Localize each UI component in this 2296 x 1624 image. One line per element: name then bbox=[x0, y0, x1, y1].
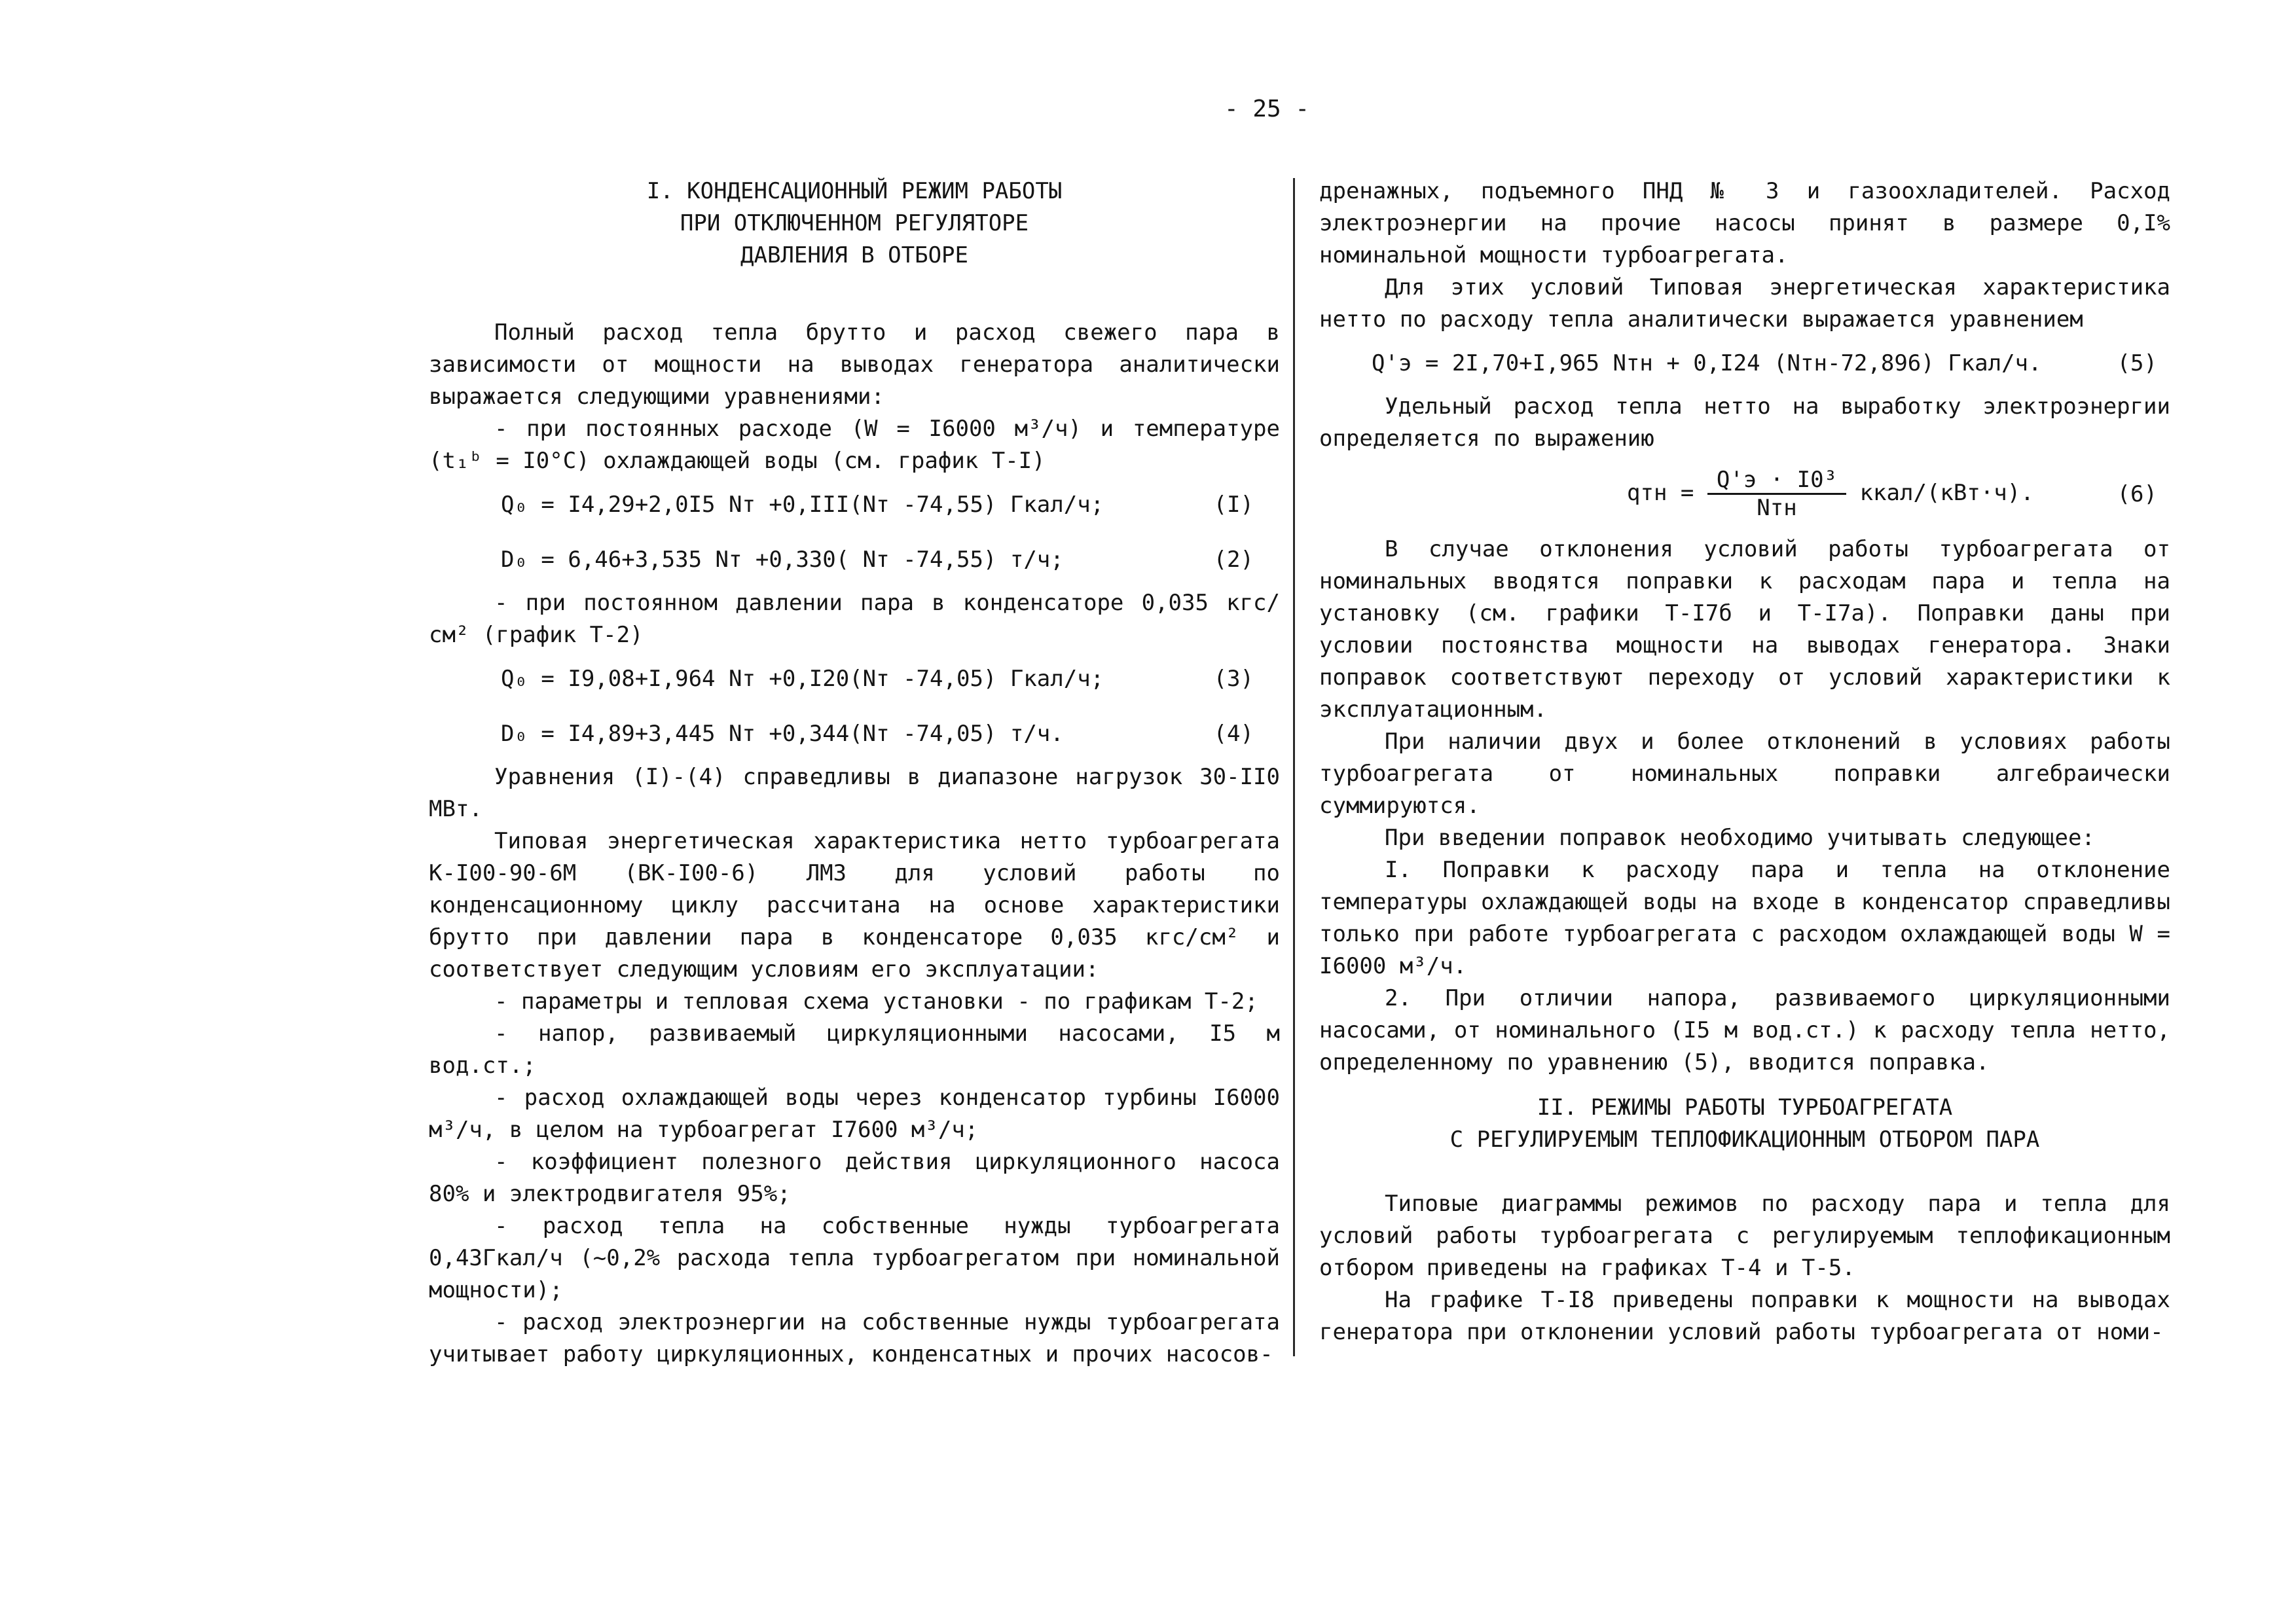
fraction bbox=[1707, 467, 1846, 521]
equation bbox=[1319, 455, 2170, 533]
equation-expression: D₀ = I4,89+3,445 Nт +0,344(Nт -74,05) т/ч. bbox=[501, 721, 1064, 747]
section-title-line: I. КОНДЕНСАЦИОННЫЙ РЕЖИМ РАБОТЫ bbox=[646, 178, 1063, 204]
paragraph: Полный расход тепла брутто и расход свежего пара в зависимости от мощности на выводах генератора аналитически выражается следующими уравнениями: bbox=[429, 319, 1280, 410]
section-title-line: С РЕГУЛИРУЕМЫМ ТЕПЛОФИКАЦИОННЫМ ОТБОРОМ ПАРА bbox=[1449, 1127, 2040, 1153]
fraction-denominator: Nтн bbox=[1757, 495, 1797, 521]
paragraph: - при постоянном давлении пара в конденсаторе 0,035 кгс/см² (график Т-2) bbox=[429, 590, 1280, 648]
equation bbox=[429, 532, 1280, 587]
list-item: 2. При отличии напора, развиваемого циркуляционными насосами, от номинального (I5 м вод.ст.) к расходу тепла нетто, определенному по уравнению (5), вводится поправка. bbox=[1319, 985, 2170, 1075]
list-item: - параметры и тепловая схема установки - по графикам Т-2; bbox=[494, 988, 1258, 1015]
list-item: - расход электроэнергии на собственные нужды турбоагрегата учитывает работу циркуляционных, конденсатных и прочих насосов- bbox=[429, 1309, 1280, 1367]
right-column bbox=[1319, 175, 2170, 1348]
paragraph: В случае отклонения условий работы турбоагрегата от номинальных вводятся поправки к расходам пара и тепла на установку (см. графики Т-I7б и Т-I7а). Поправки даны при условии постоянства мощности на выводах генератора. Знаки поправок соответствуют переходу от условий характеристики к эксплуатационным. bbox=[1319, 536, 2170, 723]
paragraph: Типовые диаграммы режимов по расходу пара и тепла для условий работы турбоагрегата с регулируемым теплофикационным отбором приведены на графиках Т-4 и Т-5. bbox=[1319, 1191, 2170, 1281]
paragraph: Удельный расход тепла нетто на выработку электроэнергии определяется по выражению bbox=[1319, 393, 2170, 452]
equation-lhs: qтн = bbox=[1627, 480, 1694, 506]
section-title-line: ПРИ ОТКЛЮЧЕННОМ РЕГУЛЯТОРЕ bbox=[680, 210, 1029, 236]
paragraph: При наличии двух и более отклонений в условиях работы турбоагрегата от номинальных поправки алгебраически суммируются. bbox=[1319, 729, 2170, 819]
list-item: - коэффициент полезного действия циркуляционного насоса 80% и электродвигателя 95%; bbox=[429, 1149, 1280, 1207]
paragraph: Уравнения (I)-(4) справедливы в диапазоне нагрузок 30-II0 МВт. bbox=[429, 764, 1280, 822]
equation-unit: ккал/(кВт·ч). bbox=[1859, 480, 2034, 506]
equation-expression: Q'э = 2I,70+I,965 Nтн + 0,I24 (Nтн-72,896) Гкал/ч. bbox=[1372, 350, 2042, 376]
equation bbox=[429, 477, 1280, 532]
list-item: - расход охлаждающей воды через конденсатор турбины I6000 м³/ч, в целом на турбоагрегат I7600 м³/ч; bbox=[429, 1085, 1280, 1143]
list-item: - напор, развиваемый циркуляционными насосами, I5 м вод.ст.; bbox=[429, 1020, 1280, 1079]
paragraph: При введении поправок необходимо учитывать следующее: bbox=[1385, 825, 2095, 851]
list-item: - расход тепла на собственные нужды турбоагрегата 0,43Гкал/ч (~0,2% расхода тепла турбоагрегатом при номинальной мощности); bbox=[429, 1213, 1280, 1303]
equation-number: (I) bbox=[1213, 492, 1254, 518]
page-number: - 25 - bbox=[1224, 96, 1310, 122]
equation-expression: Q₀ = I9,08+I,964 Nт +0,I20(Nт -74,05) Гкал/ч; bbox=[501, 666, 1104, 692]
left-column bbox=[429, 175, 1280, 1371]
paragraph: дренажных, подъемного ПНД № 3 и газоохладителей. Расход электроэнергии на прочие насосы принят в размере 0,I% номинальной мощности турбоагрегата. bbox=[1319, 178, 2170, 268]
fraction-numerator: Q'э · I0³ bbox=[1707, 467, 1846, 495]
equation bbox=[1319, 336, 2170, 391]
column-divider bbox=[1293, 178, 1295, 1356]
paragraph: Типовая энергетическая характеристика нетто турбоагрегата К-I00-90-6М (ВК-I00-6) ЛМЗ для условий работы по конденсационному циклу рассчитана на основе характеристики брутто при давлении пара в конденсаторе 0,035 кгс/см² и соответствует следующим условиям его эксплуатации: bbox=[429, 828, 1280, 983]
equation bbox=[429, 651, 1280, 706]
equation-number: (3) bbox=[1213, 666, 1254, 692]
section-title-line: II. РЕЖИМЫ РАБОТЫ ТУРБОАГРЕГАТА bbox=[1537, 1094, 1953, 1121]
equation-number: (5) bbox=[2117, 350, 2157, 376]
section-title-line: ДАВЛЕНИЯ В ОТБОРЕ bbox=[740, 242, 968, 268]
equation-number: (6) bbox=[2117, 481, 2157, 507]
equation-number: (4) bbox=[1213, 721, 1254, 747]
paragraph: - при постоянных расходе (W = I6000 м³/ч) и температуре (t₁ᵇ = I0°С) охлаждающей воды (см. график Т-I) bbox=[429, 416, 1280, 474]
equation-expression: Q₀ = I4,29+2,0I5 Nт +0,III(Nт -74,55) Гкал/ч; bbox=[501, 492, 1104, 518]
equation-expression bbox=[1627, 467, 2034, 521]
paragraph: Для этих условий Типовая энергетическая характеристика нетто по расходу тепла аналитически выражается уравнением bbox=[1319, 274, 2170, 333]
equation-number: (2) bbox=[1213, 547, 1254, 573]
paragraph: На графике Т-I8 приведены поправки к мощности на выводах генератора при отклонении условий работы турбоагрегата от номи- bbox=[1319, 1287, 2170, 1345]
equation-expression: D₀ = 6,46+3,535 Nт +0,330( Nт -74,55) т/ч; bbox=[501, 547, 1064, 573]
list-item: I. Поправки к расходу пара и тепла на отклонение температуры охлаждающей воды на входе в конденсатор справедливы только при работе турбоагрегата с расходом охлаждающей воды W = I6000 м³/ч. bbox=[1319, 857, 2170, 979]
equation bbox=[429, 706, 1280, 761]
